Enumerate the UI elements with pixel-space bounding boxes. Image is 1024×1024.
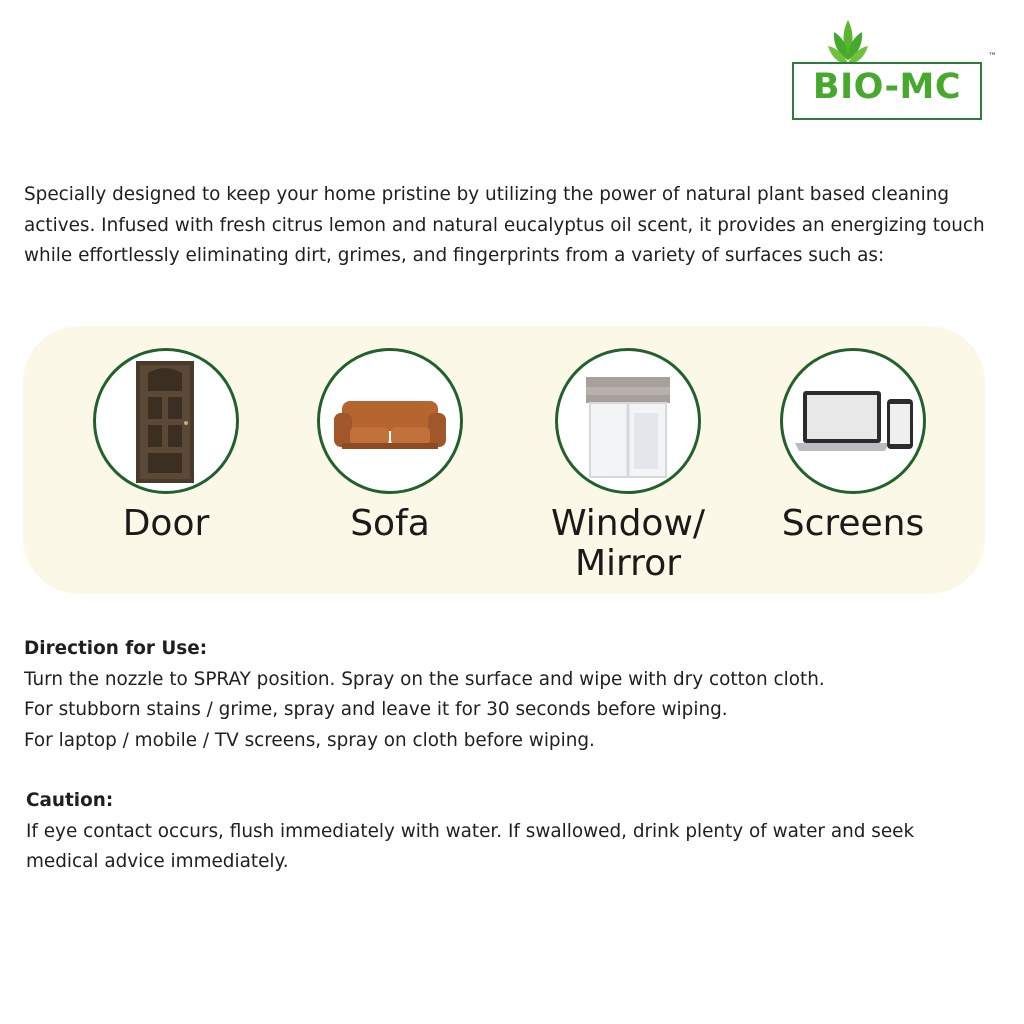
sofa-image-circle <box>317 348 463 494</box>
directions-heading: Direction for Use: <box>24 638 208 659</box>
door-image-circle <box>93 348 239 494</box>
caution-heading: Caution: <box>26 790 114 811</box>
screens-label: Screens <box>781 503 925 544</box>
door-label: Door <box>122 503 210 544</box>
directions-line: Turn the nozzle to SPRAY position. Spray on the surface and wipe with dry cotton cloth. <box>24 668 825 690</box>
logo-frame <box>792 62 982 120</box>
caution-line: If eye contact occurs, flush immediately with water. If swallowed, drink plenty of water and seek <box>26 820 915 842</box>
surface-window-mirror <box>518 348 738 584</box>
window-label-line2: Mirror <box>574 543 682 584</box>
directions-line: For stubborn stains / grime, spray and leave it for 30 seconds before wiping. <box>24 699 728 720</box>
surface-screens <box>743 348 963 544</box>
trademark-symbol: ™ <box>988 52 997 62</box>
logo-text: BIO-MC <box>812 67 962 107</box>
door-icon <box>96 351 236 491</box>
sofa-icon <box>320 351 460 491</box>
window-label-line1: Window/ <box>550 503 706 544</box>
surface-door <box>56 348 276 544</box>
directions-line: For laptop / mobile / TV screens, spray on cloth before wiping. <box>24 729 595 751</box>
directions-section <box>24 634 1014 756</box>
brand-logo <box>788 18 1008 128</box>
surfaces-panel <box>23 326 985 594</box>
window-image-circle <box>555 348 701 494</box>
sofa-label: Sofa <box>350 503 430 544</box>
window-mirror-label <box>518 504 738 584</box>
intro-paragraph: Specially designed to keep your home pristine by utilizing the power of natural plant based cleaning actives. Infused with fresh citrus lemon and natural eucalyptus oil scent, it provides an energizing touch while effortlessly eliminating dirt, grimes, and fingerprints from a variety of surfaces such as: <box>24 184 985 266</box>
screens-icon <box>783 351 923 491</box>
screens-image-circle <box>780 348 926 494</box>
caution-line: medical advice immediately. <box>26 851 289 872</box>
window-icon <box>558 351 698 491</box>
surface-sofa <box>280 348 500 544</box>
caution-section <box>26 786 1016 878</box>
